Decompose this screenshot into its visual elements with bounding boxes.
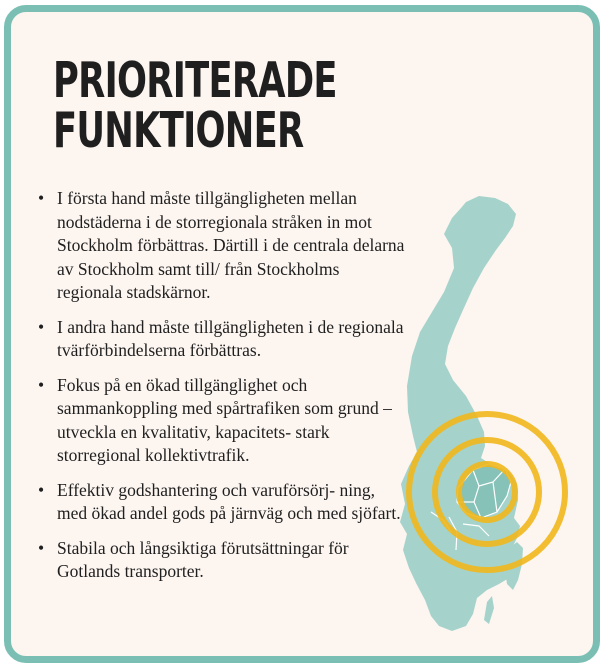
list-item-text: Effektiv godshantering och varuförsörj- ning, med ökad andel gods på järnväg och med sjöfart. <box>57 479 401 523</box>
bullet-icon: • <box>38 479 45 500</box>
list-item-text: Stabila och långsiktiga förutsättningar för Gotlands transporter. <box>57 537 349 581</box>
title-line-2: FUNKTIONER <box>53 102 304 159</box>
bullet-icon: • <box>38 188 45 208</box>
oland-island <box>484 596 494 624</box>
bullet-icon: • <box>38 316 45 337</box>
list-item-text: I andra hand måste tillgängligheten i de regionala tvärförbindelserna förbättras. <box>57 316 404 360</box>
info-card <box>4 5 600 663</box>
list-item-text: Fokus på en ökad tillgänglighet och sammankoppling med spårtrafiken som grund – utveckla en kvalitativ, kapacitets- stark storregional kollektivtrafik. <box>57 374 392 465</box>
bullet-icon: • <box>38 537 45 558</box>
page-title <box>53 52 337 159</box>
priority-list <box>35 187 405 595</box>
list-item <box>35 374 405 468</box>
list-item <box>35 479 405 526</box>
bullet-icon: • <box>38 374 45 395</box>
list-item <box>35 537 405 584</box>
list-item <box>35 316 405 363</box>
list-item <box>35 187 405 305</box>
title-line-1: PRIORITERADE <box>53 52 337 109</box>
list-item-text: I första hand måste tillgängligheten mellan nodstäderna i de storregionala stråken in mot Stockholm förbättras. Därtill i de centrala delarna av Stockholm samt till/ från Stockholms regionala stadskärnor. <box>57 188 405 302</box>
